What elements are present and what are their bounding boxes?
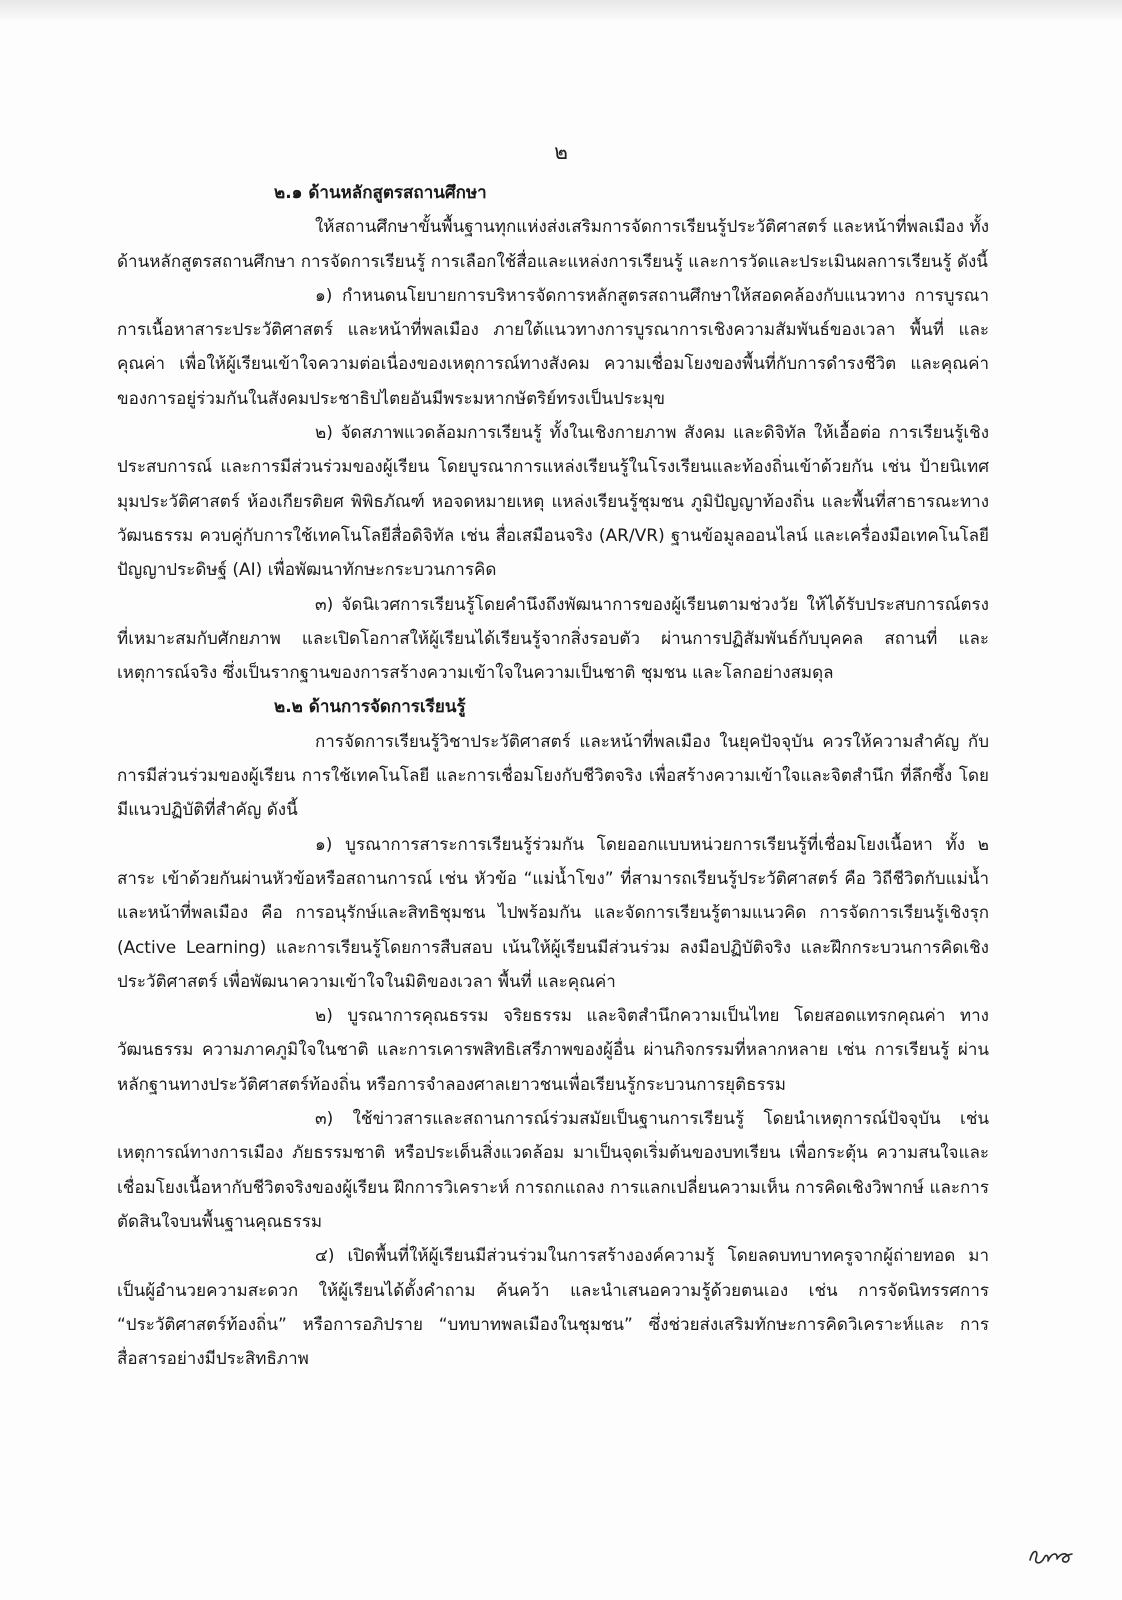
section-learning-item-1: ๑) บูรณาการสาระการเรียนรู้ร่วมกัน โดยออกแบบหน่วยการเรียนรู้ที่เชื่อมโยงเนื้อหา ทั้ง ๒ สาระ เข้าด้วยกันผ่านหัวข้อหรือสถานการณ์ เช่น หัวข้อ “แม่น้ำโขง” ที่สามารถเรียนรู้ประวัติศาสตร์ คือ วิถีชีวิตกับแม่น้ำ และหน้าที่พลเมือง คือ การอนุรักษ์และสิทธิชุมชน ไปพร้อมกัน และจัดการเรียนรู้ตามแนวคิด การจัดการเรียนรู้เชิงรุก (Active Learning) และการเรียนรู้โดยการสืบสอบ เน้นให้ผู้เรียนมีส่วนร่วม ลงมือปฏิบัติจริง และฝึกกระบวนการคิดเชิงประวัติศาสตร์ เพื่อพัฒนาความเข้าใจในมิติของเวลา พื้นที่ และคุณค่า	[117, 834, 989, 992]
section-heading-learning-management: ๒.๒ ด้านการจัดการเรียนรู้	[274, 697, 466, 718]
scan-edge-shadow	[0, 0, 1122, 22]
section-curriculum-item-1: ๑) กำหนดนโยบายการบริหารจัดการหลักสูตรสถานศึกษาให้สอดคล้องกับแนวทาง การบูรณาการเนื้อหาสาระประวัติศาสตร์ และหน้าที่พลเมือง ภายใต้แนวทางการบูรณาการเชิงความสัมพันธ์ของเวลา พื้นที่ และคุณค่า เพื่อให้ผู้เรียนเข้าใจความต่อเนื่องของเหตุการณ์ทางสังคม ความเชื่อมโยงของพื้นที่กับการดำรงชีวิต และคุณค่าของการอยู่ร่วมกันในสังคมประชาธิปไตยอันมีพระมหากษัตริย์ทรงเป็นประมุข	[117, 285, 989, 409]
section-curriculum-intro: ให้สถานศึกษาขั้นพื้นฐานทุกแห่งส่งเสริมการจัดการเรียนรู้ประวัติศาสตร์ และหน้าที่พลเมือง ทั้งด้านหลักสูตรสถานศึกษา การจัดการเรียนรู้ การเลือกใช้สื่อและแหล่งการเรียนรู้ และการวัดและประเมินผลการเรียนรู้ ดังนี้	[117, 217, 989, 272]
section-learning-intro: การจัดการเรียนรู้วิชาประวัติศาสตร์ และหน้าที่พลเมือง ในยุคปัจจุบัน ควรให้ความสำคัญ กับการมีส่วนร่วมของผู้เรียน การใช้เทคโนโลยี และการเชื่อมโยงกับชีวิตจริง เพื่อสร้างความเข้าใจและจิตสำนึก ที่ลึกซึ้ง โดยมีแนวปฏิบัติที่สำคัญ ดังนี้	[117, 731, 989, 821]
section-curriculum-item-2: ๒) จัดสภาพแวดล้อมการเรียนรู้ ทั้งในเชิงกายภาพ สังคม และดิจิทัล ให้เอื้อต่อ การเรียนรู้เชิงประสบการณ์ และการมีส่วนร่วมของผู้เรียน โดยบูรณาการแหล่งเรียนรู้ในโรงเรียนและท้องถิ่นเข้าด้วยกัน เช่น ป้ายนิเทศ มุมประวัติศาสตร์ ห้องเกียรติยศ พิพิธภัณฑ์ หอจดหมายเหตุ แหล่งเรียนรู้ชุมชน ภูมิปัญญาท้องถิ่น และพื้นที่สาธารณะทางวัฒนธรรม ควบคู่กับการใช้เทคโนโลยีสื่อดิจิทัล เช่น สื่อเสมือนจริง (AR/VR) ฐานข้อมูลออนไลน์ และเครื่องมือเทคโนโลยีปัญญาประดิษฐ์ (AI) เพื่อพัฒนาทักษะกระบวนการคิด	[117, 423, 989, 581]
section-learning-item-2: ๒) บูรณาการคุณธรรม จริยธรรม และจิตสำนึกความเป็นไทย โดยสอดแทรกคุณค่า ทางวัฒนธรรม ความภาคภูมิใจในชาติ และการเคารพสิทธิเสรีภาพของผู้อื่น ผ่านกิจกรรมที่หลากหลาย เช่น การเรียนรู้ ผ่านหลักฐานทางประวัติศาสตร์ท้องถิ่น หรือการจำลองศาลเยาวชนเพื่อเรียนรู้กระบวนการยุติธรรม	[117, 1006, 989, 1095]
section-curriculum-item-3: ๓) จัดนิเวศการเรียนรู้โดยคำนึงถึงพัฒนาการของผู้เรียนตามช่วงวัย ให้ได้รับประสบการณ์ตรง ที่เหมาะสมกับศักยภาพ และเปิดโอกาสให้ผู้เรียนได้เรียนรู้จากสิ่งรอบตัว ผ่านการปฏิสัมพันธ์กับบุคคล สถานที่ และเหตุการณ์จริง ซึ่งเป็นรากฐานของการสร้างความเข้าใจในความเป็นชาติ ชุมชน และโลกอย่างสมดุล	[117, 594, 989, 684]
section-learning-item-4: ๔) เปิดพื้นที่ให้ผู้เรียนมีส่วนร่วมในการสร้างองค์ความรู้ โดยลดบทบาทครูจากผู้ถ่ายทอด มาเป็นผู้อำนวยความสะดวก ให้ผู้เรียนได้ตั้งคำถาม ค้นคว้า และนำเสนอความรู้ด้วยตนเอง เช่น การจัดนิทรรศการ “ประวัติศาสตร์ท้องถิ่น” หรือการอภิปราย “บทบาทพลเมืองในชุมชน” ซึ่งช่วยส่งเสริมทักษะการคิดวิเคราะห์และ การสื่อสารอย่างมีประสิทธิภาพ	[117, 1246, 989, 1370]
page-number: ๒	[554, 140, 568, 164]
section-learning-item-3: ๓) ใช้ข่าวสารและสถานการณ์ร่วมสมัยเป็นฐานการเรียนรู้ โดยนำเหตุการณ์ปัจจุบัน เช่น เหตุการณ์ทางการเมือง ภัยธรรมชาติ หรือประเด็นสิ่งแวดล้อม มาเป็นจุดเริ่มต้นของบทเรียน เพื่อกระตุ้น ความสนใจและเชื่อมโยงเนื้อหากับชีวิตจริงของผู้เรียน ฝึกการวิเคราะห์ การถกแถลง การแลกเปลี่ยนความเห็น การคิดเชิงวิพากษ์ และการตัดสินใจบนพื้นฐานคุณธรรม	[117, 1109, 989, 1232]
section-heading-curriculum: ๒.๑ ด้านหลักสูตรสถานศึกษา	[274, 183, 487, 203]
document-body	[117, 176, 989, 1376]
handwritten-signature	[1026, 1538, 1078, 1570]
